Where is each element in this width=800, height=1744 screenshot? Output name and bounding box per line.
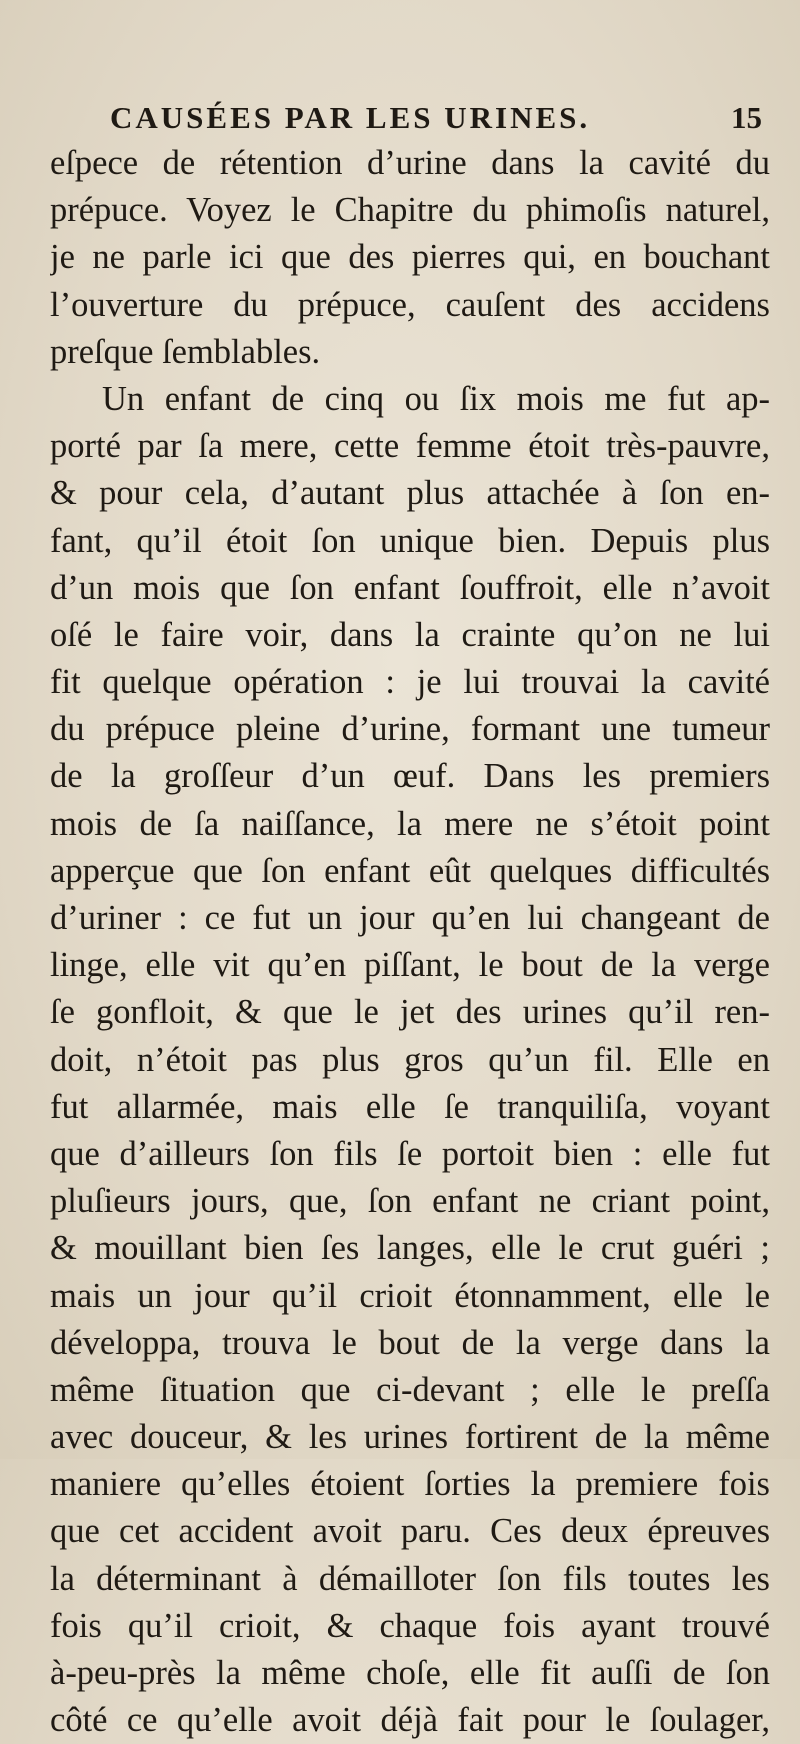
text-line: du prépuce pleine d’urine, formant une tumeur <box>50 710 770 749</box>
text-line: fois qu’il crioit, & chaque fois ayant trouvé <box>50 1606 770 1645</box>
text-line: prépuce. Voyez le Chapitre du phimoſis naturel, <box>50 191 770 230</box>
text-line: fut allarmée, mais elle ſe tranquiliſa, voyant <box>50 1087 770 1126</box>
text-line: doit, n’étoit pas plus gros qu’un fil. Elle en <box>50 1040 770 1079</box>
paragraph-end-line: preſque ſemblables. <box>50 332 321 371</box>
text-line: linge, elle vit qu’en piſſant, le bout de la verge <box>50 946 770 985</box>
text-line: que d’ailleurs ſon fils ſe portoit bien : elle fut <box>50 1134 770 1173</box>
text-line: apperçue que ſon enfant eût quelques difficultés <box>50 851 770 890</box>
text-line: mais un jour qu’il crioit étonnamment, elle le <box>50 1276 770 1315</box>
text-line: & mouillant bien ſes langes, elle le crut guéri ; <box>50 1229 770 1268</box>
text-line: maniere qu’elles étoient ſorties la premiere fois <box>50 1465 770 1504</box>
running-head: CAUSÉES PAR LES URINES. <box>110 100 591 135</box>
text-line: côté ce qu’elle avoit déjà fait pour le ſoulager, <box>50 1701 770 1740</box>
text-line: eſpece de rétention d’urine dans la cavité du <box>50 144 770 182</box>
text-line: de la groſſeur d’un œuf. Dans les premiers <box>50 757 770 796</box>
body-text <box>50 140 770 1744</box>
text-line: d’uriner : ce fut un jour qu’en lui changeant de <box>50 899 770 937</box>
text-line: fant, qu’il étoit ſon unique bien. Depuis plus <box>50 521 770 560</box>
text-line: développa, trouva le bout de la verge dans la <box>50 1323 770 1362</box>
text-line: porté par ſa mere, cette femme étoit très-pauvre, <box>50 427 770 466</box>
text-line: la déterminant à démailloter ſon fils toutes les <box>50 1559 770 1598</box>
text-line: oſé le faire voir, dans la crainte qu’on ne lui <box>50 615 770 654</box>
page-number: 15 <box>731 100 762 135</box>
text-line: même ſituation que ci-devant ; elle le preſſa <box>50 1370 770 1409</box>
text-line: à-peu-près la même choſe, elle fit auſſi de ſon <box>50 1654 770 1692</box>
text-line: mois de ſa naiſſance, la mere ne s’étoit point <box>50 804 770 843</box>
text-line: d’un mois que ſon enfant ſouffroit, elle n’avoit <box>50 568 770 607</box>
text-line: & pour cela, d’autant plus attachée à ſon en- <box>50 474 770 513</box>
text-line: fit quelque opération : je lui trouvai la cavité <box>50 663 770 702</box>
text-line: ſe gonfloit, & que le jet des urines qu’il ren- <box>50 993 770 1032</box>
text-line: avec douceur, & les urines fortirent de la même <box>50 1418 770 1457</box>
paragraph-start-line: Un enfant de cinq ou ſix mois me fut ap- <box>102 379 770 418</box>
text-line: que cet accident avoit paru. Ces deux épreuves <box>50 1512 770 1551</box>
text-line: je ne parle ici que des pierres qui, en bouchant <box>50 238 770 277</box>
text-line: l’ouverture du prépuce, cauſent des accidens <box>50 285 770 324</box>
text-line: pluſieurs jours, que, ſon enfant ne criant point, <box>50 1182 770 1221</box>
